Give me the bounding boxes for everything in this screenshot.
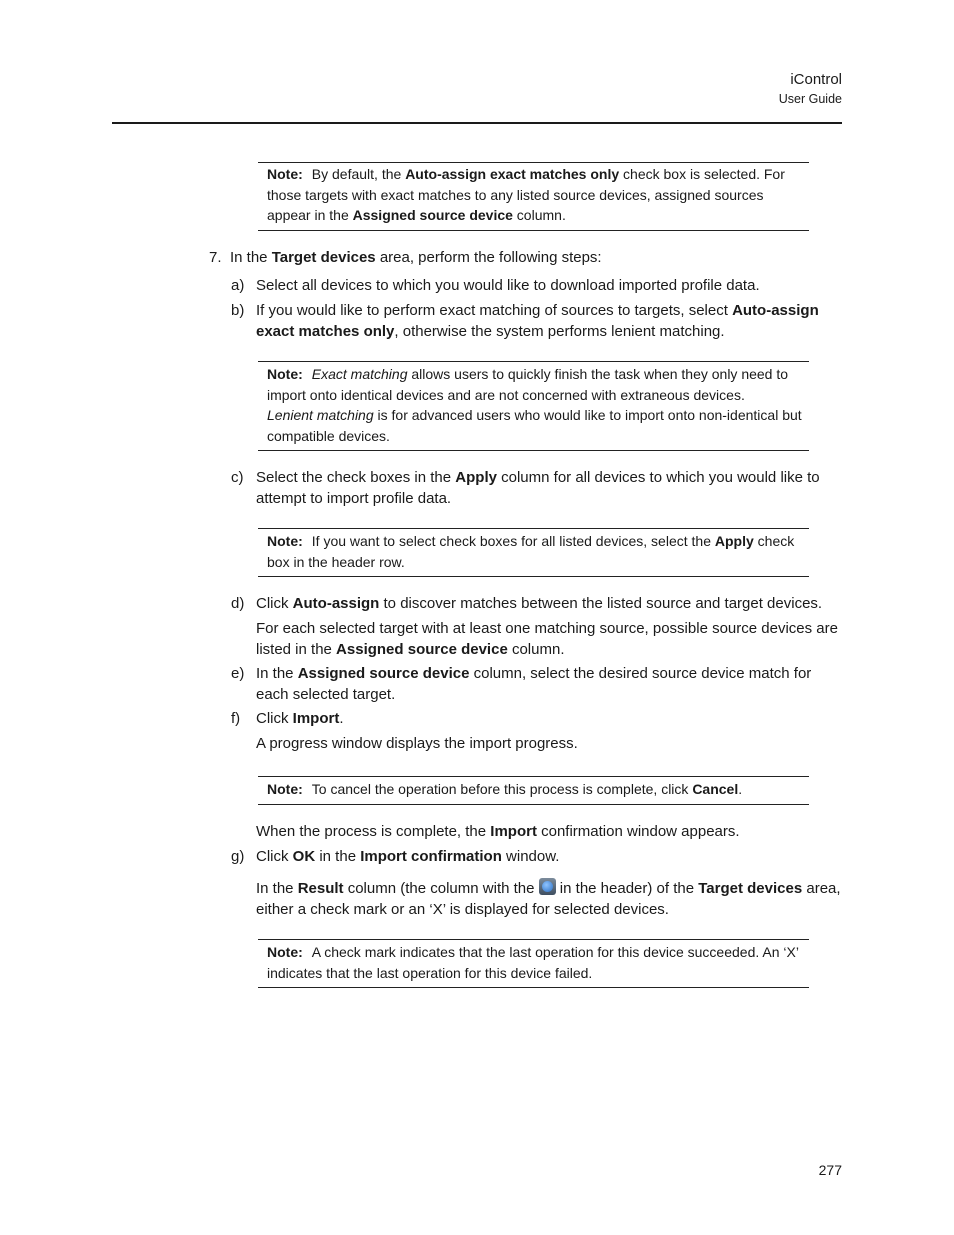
note-text: A check mark indicates that the last operation for this device succeeded. An ‘X’ indicates that the last operation for this device failed. bbox=[267, 944, 799, 981]
header-rule bbox=[112, 122, 842, 124]
body-bold: Target devices bbox=[698, 880, 803, 897]
body-text: column. bbox=[507, 640, 565, 658]
sub-e-text bbox=[256, 664, 842, 705]
body-text: Click bbox=[256, 595, 293, 612]
header-subtitle: User Guide bbox=[778, 92, 842, 106]
note-text: By default, the bbox=[311, 166, 406, 182]
note-text: check box is selected. For those targets with exact matches to any listed source devices, assigned sources appear in the bbox=[267, 166, 785, 223]
sub-letter-b: b) bbox=[231, 302, 245, 319]
note-text: If you want to select check boxes for all listed devices, select the bbox=[311, 533, 715, 549]
body-text: When the process is complete, the bbox=[256, 823, 491, 840]
sub-b-text bbox=[256, 301, 842, 342]
body-text: to discover matches between the listed source and target devices. bbox=[379, 595, 823, 612]
body-bold: OK bbox=[292, 848, 316, 865]
note-box-2 bbox=[258, 361, 809, 451]
step-number: 7. bbox=[209, 249, 222, 266]
step-text: area, perform the following steps: bbox=[375, 249, 602, 266]
body-bold: Auto-assign exact matches only bbox=[256, 302, 819, 340]
sub-a-text: Select all devices to which you would like to download imported profile data. bbox=[256, 277, 760, 294]
step-7-text bbox=[230, 248, 830, 269]
body-text: Click bbox=[256, 710, 293, 727]
note-text: column. bbox=[512, 207, 566, 223]
body-text: , otherwise the system performs lenient matching. bbox=[394, 322, 725, 340]
sub-f-text bbox=[256, 709, 842, 730]
body-text: For each selected target with at least one matching source, possible source devices are listed in the bbox=[256, 620, 838, 658]
sub-letter-f: f) bbox=[231, 710, 241, 727]
body-text: in the header) of the bbox=[555, 880, 699, 897]
body-text: In the bbox=[256, 665, 298, 682]
sub-d-detail bbox=[256, 619, 842, 660]
sub-g-detail bbox=[256, 878, 842, 920]
note-box-1 bbox=[258, 162, 809, 231]
body-text: . bbox=[339, 710, 344, 727]
step-text: In the bbox=[230, 249, 272, 266]
note-bold: Auto-assign exact matches only bbox=[405, 166, 620, 182]
body-bold: Apply bbox=[455, 469, 497, 486]
page-number: 277 bbox=[818, 1162, 842, 1178]
note-bold: Assigned source device bbox=[352, 207, 513, 223]
info-icon bbox=[539, 878, 556, 895]
body-bold: Import confirmation bbox=[360, 848, 502, 865]
note-italic: Exact matching bbox=[311, 366, 408, 382]
note-label: Note: bbox=[267, 166, 303, 182]
body-text: window. bbox=[501, 848, 560, 865]
note-bold: Apply bbox=[714, 533, 754, 549]
note-box-3 bbox=[258, 528, 809, 577]
sub-g-text bbox=[256, 847, 842, 868]
header-title: iControl bbox=[790, 71, 842, 88]
note-text: . bbox=[738, 781, 743, 797]
body-text: In the bbox=[256, 880, 298, 897]
sub-letter-e: e) bbox=[231, 665, 245, 682]
body-text: confirmation window appears. bbox=[536, 823, 740, 840]
note-box-4 bbox=[258, 776, 809, 805]
body-text: Select the check boxes in the bbox=[256, 469, 456, 486]
note-text: To cancel the operation before this process is complete, click bbox=[311, 781, 693, 797]
note-box-5 bbox=[258, 939, 809, 988]
note-label: Note: bbox=[267, 533, 303, 549]
body-bold: Import bbox=[292, 710, 340, 727]
note-label: Note: bbox=[267, 781, 303, 797]
note-bold: Cancel bbox=[692, 781, 739, 797]
note-label: Note: bbox=[267, 944, 303, 960]
body-bold: Assigned source device bbox=[336, 640, 508, 658]
body-text: in the bbox=[315, 848, 361, 865]
body-bold: Assigned source device bbox=[297, 665, 470, 682]
sub-letter-g: g) bbox=[231, 848, 245, 865]
import-complete-text bbox=[256, 822, 842, 843]
body-text: Click bbox=[256, 848, 293, 865]
body-text: column, select the desired source device match for each selected target. bbox=[256, 665, 812, 703]
note-italic: Lenient matching bbox=[267, 407, 374, 423]
sub-letter-d: d) bbox=[231, 595, 245, 612]
body-bold: Import bbox=[490, 823, 537, 840]
body-text: area, either a check mark or an ‘X’ is displayed for selected devices. bbox=[256, 880, 841, 918]
sub-d-text bbox=[256, 594, 842, 615]
step-bold: Target devices bbox=[271, 249, 376, 266]
sub-letter-c: c) bbox=[231, 469, 244, 486]
note-text: check box in the header row. bbox=[267, 533, 795, 570]
sub-f-detail: A progress window displays the import progress. bbox=[256, 735, 578, 752]
body-text: If you would like to perform exact matching of sources to targets, select bbox=[256, 302, 733, 319]
body-bold: Result bbox=[297, 880, 344, 897]
sub-letter-a: a) bbox=[231, 277, 245, 294]
note-label: Note: bbox=[267, 366, 303, 382]
body-text: column (the column with the bbox=[343, 880, 539, 897]
note-text: allows users to quickly finish the task when they only need to import onto identical devices and are not concerned with extraneous devices. bbox=[267, 366, 789, 403]
body-bold: Auto-assign bbox=[292, 595, 380, 612]
sub-c-text bbox=[256, 468, 842, 509]
body-text: column for all devices to which you would like to attempt to import profile data. bbox=[256, 469, 820, 507]
note-text: is for advanced users who would like to import onto non-identical but compatible devices. bbox=[267, 407, 802, 444]
